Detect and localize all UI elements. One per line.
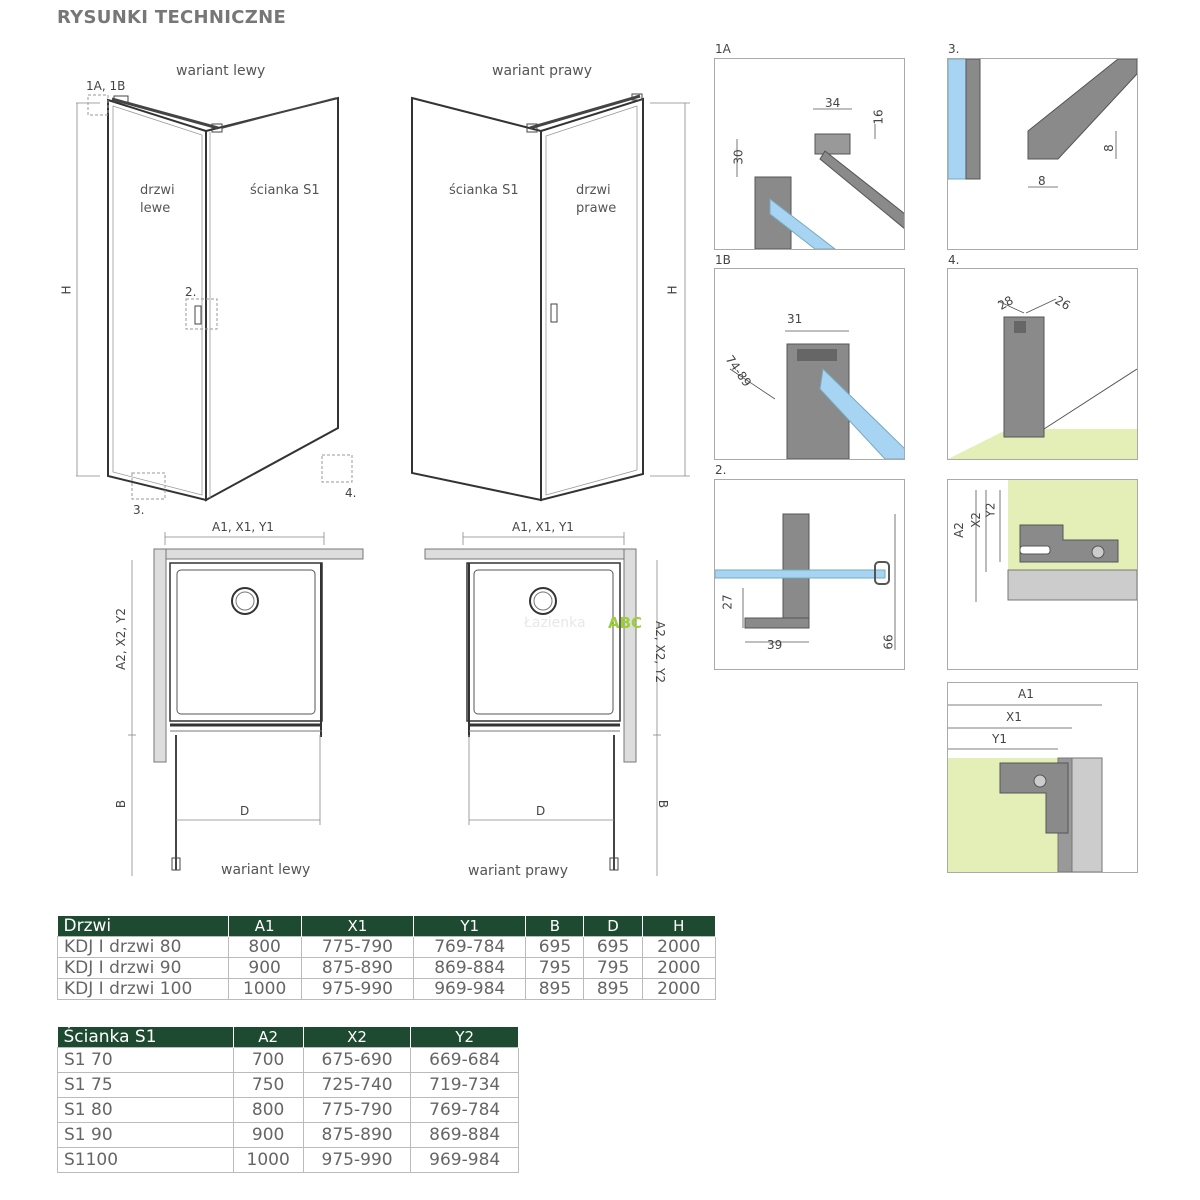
wall-label-left: ścianka S1 [250, 183, 320, 198]
detail-2-panel [714, 479, 905, 670]
detail-3-dim-8b: 8 [1101, 144, 1116, 152]
detail-1a-dim-34: 34 [825, 96, 841, 110]
door-label-right-1: drzwi [576, 183, 611, 198]
plan-left-variant-label: wariant lewy [221, 862, 311, 878]
table-row [58, 1098, 519, 1123]
doors-col-y1: Y1 [414, 916, 526, 937]
detail-2-dim-27: 27 [720, 594, 735, 610]
doors-col-x1: X1 [301, 916, 413, 937]
front-right-dim-h: H [665, 285, 680, 295]
door-label-left-1: drzwi [140, 183, 175, 198]
table-cell: 800 [233, 1098, 303, 1123]
table-cell: 900 [228, 958, 301, 979]
plan-right-dim-side: A2, X2, Y2 [652, 621, 667, 683]
table-cell: 869-884 [411, 1123, 519, 1148]
table-cell: 675-690 [303, 1048, 411, 1073]
doors-table [57, 916, 716, 1000]
table-cell: 2000 [642, 958, 715, 979]
walls-col-a2: A2 [233, 1027, 303, 1048]
detail-5-dim-y2: Y2 [983, 502, 998, 518]
plan-right-variant-label: wariant prawy [468, 863, 569, 879]
detail-3-panel [947, 58, 1138, 250]
detail-5-dim-a2: A2 [951, 522, 966, 538]
walls-col-y2: Y2 [411, 1027, 519, 1048]
doors-col-a1: A1 [228, 916, 301, 937]
doors-col-h: H [642, 916, 715, 937]
detail-6-panel [947, 682, 1138, 873]
table-cell: 725-740 [303, 1073, 411, 1098]
detail-6-dim-a1: A1 [1018, 687, 1034, 701]
table-cell: 1000 [233, 1148, 303, 1173]
table-cell: 775-790 [301, 937, 413, 958]
table-row [58, 1148, 519, 1173]
detail-6-dim-y1: Y1 [992, 732, 1007, 746]
table-cell: 775-790 [303, 1098, 411, 1123]
plan-left-dim-b: B [114, 799, 129, 809]
table-cell: KDJ I drzwi 90 [58, 958, 229, 979]
detail-1b-label: 1B [715, 253, 731, 267]
front-left-dim-h: H [59, 285, 74, 295]
table-cell: 875-890 [303, 1123, 411, 1148]
front-left-variant-label: wariant lewy [176, 63, 266, 79]
table-row [58, 1123, 519, 1148]
table-cell: KDJ I drzwi 100 [58, 979, 229, 1000]
page-title: RYSUNKI TECHNICZNE [57, 7, 287, 28]
table-cell: S1 70 [58, 1048, 234, 1073]
callout-4: 4. [345, 486, 357, 500]
table-cell: 800 [228, 937, 301, 958]
table-cell: 769-784 [411, 1098, 519, 1123]
callout-1a-1b: 1A, 1B [86, 79, 126, 93]
plan-right-dim-d: D [536, 804, 546, 818]
detail-2-dim-39: 39 [767, 638, 783, 652]
plan-right-dim-top: A1, X1, Y1 [512, 520, 574, 534]
walls-col-x2: X2 [303, 1027, 411, 1048]
detail-1b-drawing [715, 269, 904, 459]
table-cell: S1 75 [58, 1073, 234, 1098]
plan-left-dim-d: D [240, 804, 250, 818]
detail-5-panel [947, 479, 1138, 670]
detail-1b-panel [714, 268, 905, 460]
callout-3: 3. [133, 503, 145, 517]
doors-table-header-row [58, 916, 716, 937]
doors-col-d: D [584, 916, 642, 937]
detail-5-dim-x2: X2 [968, 512, 983, 528]
detail-4-panel [947, 268, 1138, 460]
wall-label-right: ścianka S1 [449, 183, 519, 198]
table-row [58, 1073, 519, 1098]
table-cell: 2000 [642, 937, 715, 958]
detail-4-label: 4. [948, 253, 960, 267]
table-cell: S1 90 [58, 1123, 234, 1148]
table-row [58, 937, 716, 958]
detail-2-label: 2. [715, 463, 727, 477]
table-cell: 695 [526, 937, 584, 958]
table-cell: 795 [584, 958, 642, 979]
table-row [58, 1048, 519, 1073]
detail-5-drawing [948, 480, 1137, 669]
table-row [58, 979, 716, 1000]
table-cell: 975-990 [301, 979, 413, 1000]
table-cell: 2000 [642, 979, 715, 1000]
table-cell: 695 [584, 937, 642, 958]
watermark-right: ABC [608, 614, 643, 632]
table-cell: 795 [526, 958, 584, 979]
detail-4-dim-28: 28 [995, 293, 1016, 313]
detail-4-dim-26: 26 [1052, 293, 1073, 313]
detail-1a-label: 1A [715, 42, 731, 56]
table-cell: 669-684 [411, 1048, 519, 1073]
detail-1b-dim-31: 31 [787, 312, 803, 326]
walls-table [57, 1027, 519, 1173]
table-cell: 719-734 [411, 1073, 519, 1098]
walls-col-name: Ścianka S1 [58, 1027, 234, 1048]
table-cell: 700 [233, 1048, 303, 1073]
table-cell: S1 80 [58, 1098, 234, 1123]
walls-table-header-row [58, 1027, 519, 1048]
table-row [58, 958, 716, 979]
table-cell: 969-984 [414, 979, 526, 1000]
door-label-left-2: lewe [140, 201, 171, 216]
watermark-left: Łazienka [524, 615, 586, 631]
table-cell: 895 [526, 979, 584, 1000]
plan-left-dim-side: A2, X2, Y2 [113, 608, 128, 670]
detail-1a-dim-16: 16 [871, 109, 886, 125]
table-cell: 1000 [228, 979, 301, 1000]
detail-4-drawing [948, 269, 1137, 459]
table-cell: 875-890 [301, 958, 413, 979]
plan-left-dim-top: A1, X1, Y1 [212, 520, 274, 534]
table-cell: 769-784 [414, 937, 526, 958]
table-cell: 895 [584, 979, 642, 1000]
plan-right-dim-b: B [656, 799, 671, 809]
detail-3-dim-8a: 8 [1038, 174, 1046, 188]
door-label-right-2: prawe [576, 201, 617, 216]
detail-6-drawing [948, 683, 1137, 872]
detail-2-dim-66: 66 [881, 634, 896, 650]
front-right-variant-label: wariant prawy [492, 63, 593, 79]
doors-col-b: B [526, 916, 584, 937]
detail-2-drawing [715, 480, 904, 669]
table-cell: 900 [233, 1123, 303, 1148]
detail-3-label: 3. [948, 42, 960, 56]
detail-6-dim-x1: X1 [1006, 710, 1022, 724]
callout-2: 2. [185, 285, 197, 299]
table-cell: KDJ I drzwi 80 [58, 937, 229, 958]
table-cell: 975-990 [303, 1148, 411, 1173]
table-cell: 969-984 [411, 1148, 519, 1173]
table-cell: 750 [233, 1073, 303, 1098]
detail-3-drawing [948, 59, 1137, 249]
detail-1b-dim-74-89: 74-89 [722, 352, 755, 390]
table-cell: S1100 [58, 1148, 234, 1173]
detail-1a-dim-30: 30 [731, 149, 746, 165]
detail-1a-panel [714, 58, 905, 250]
doors-col-name: Drzwi [58, 916, 229, 937]
table-cell: 869-884 [414, 958, 526, 979]
